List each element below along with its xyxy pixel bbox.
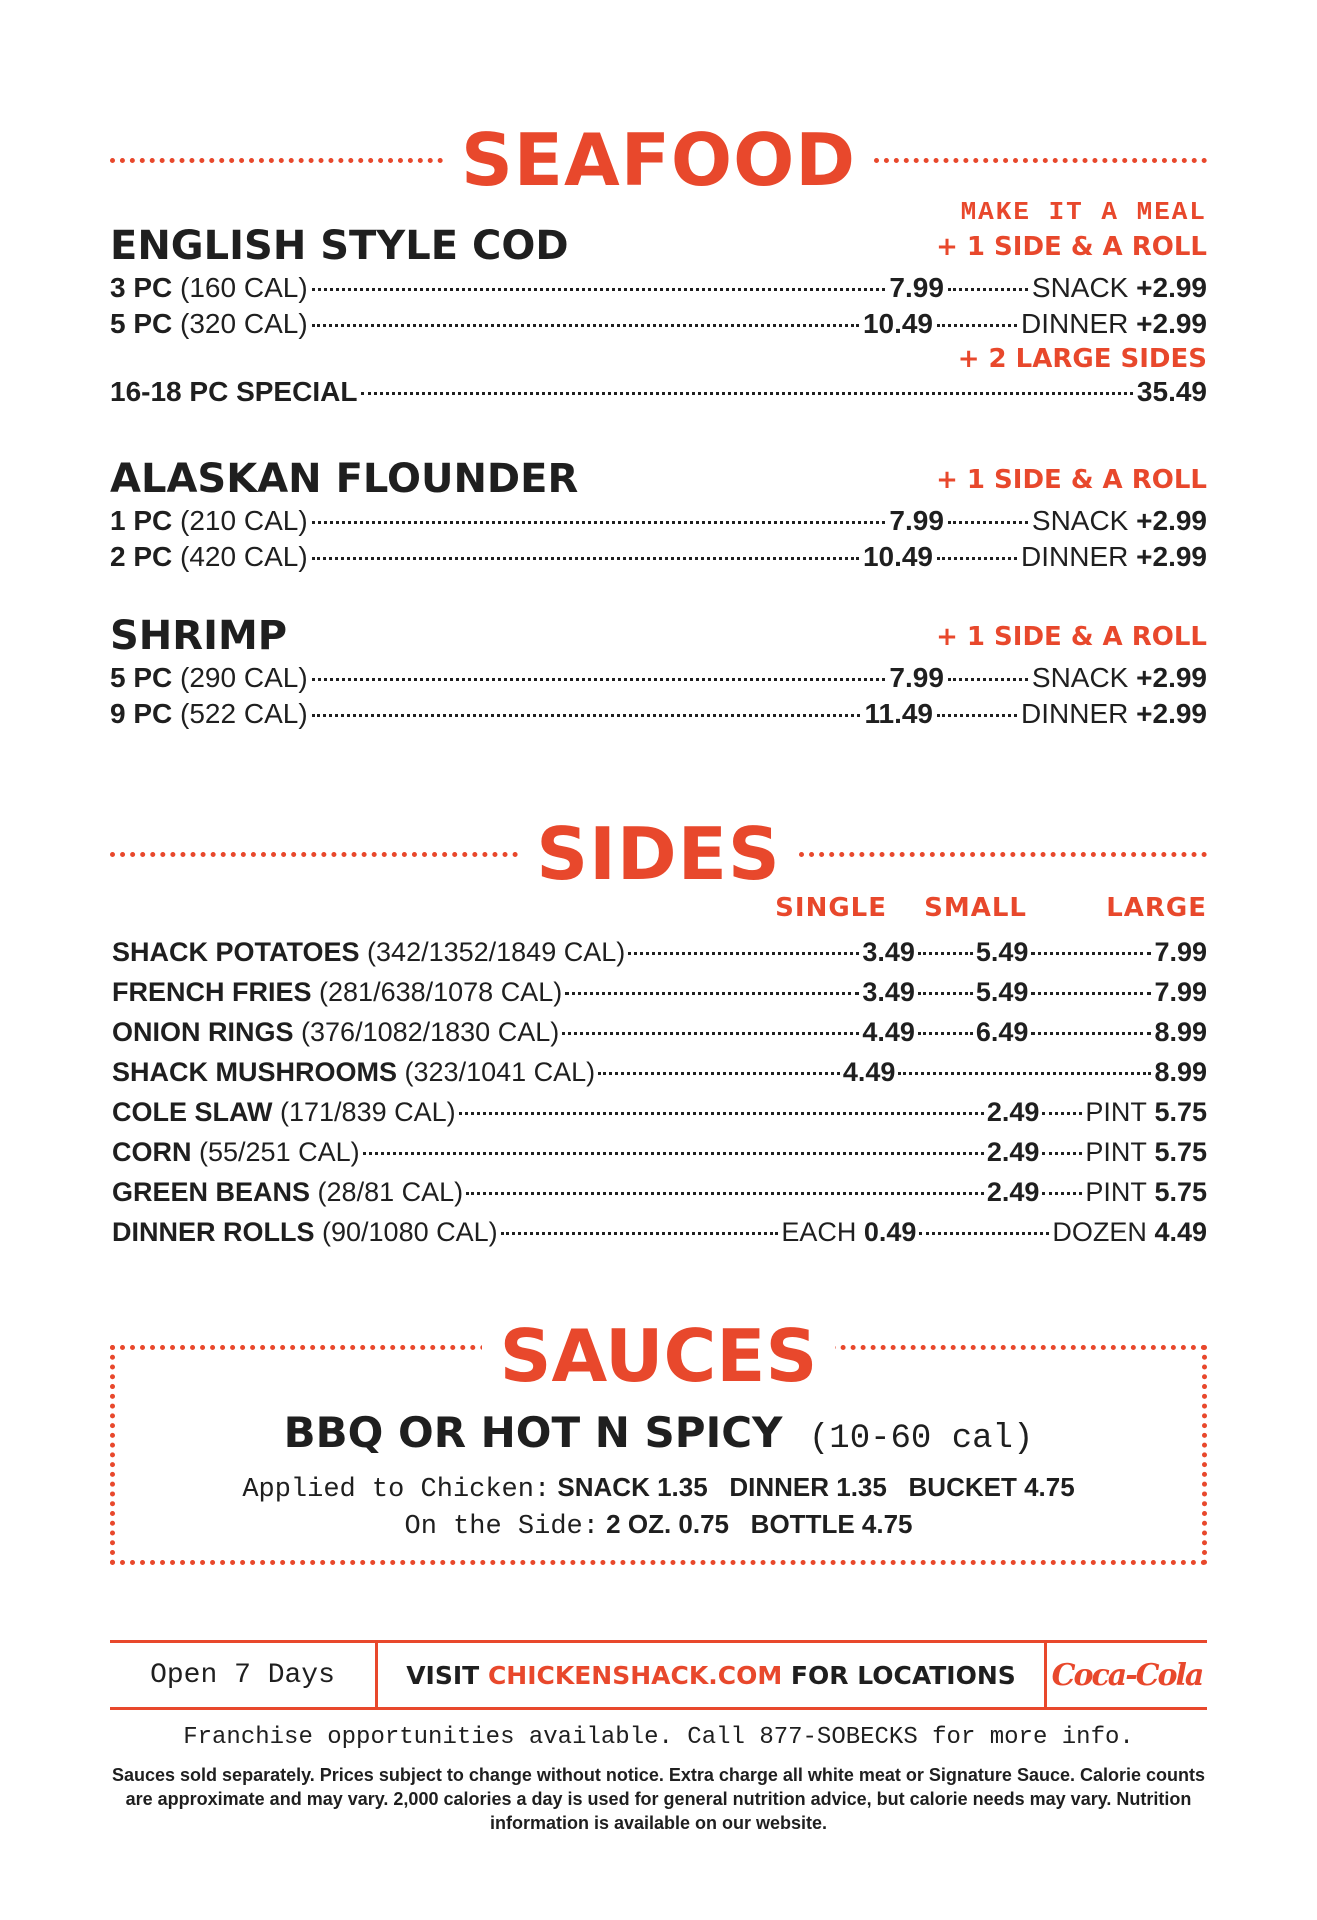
meal-label: DINNER — [1021, 541, 1129, 572]
side-name: CORN — [112, 1137, 192, 1167]
leader-dots — [501, 1232, 779, 1235]
list-item — [112, 932, 1207, 972]
leader-dots — [459, 1112, 984, 1115]
shrimp-section — [110, 612, 1207, 732]
header-dots-right — [799, 852, 1207, 857]
cod-section — [110, 222, 1207, 410]
meal-price: +2.99 — [1136, 662, 1207, 693]
sides-list — [112, 932, 1207, 1252]
meal-label: DINNER — [1021, 698, 1129, 729]
piece-count: 1 PC — [110, 505, 173, 536]
shrimp-title: SHRIMP — [110, 613, 288, 659]
single-price: 4.49 — [842, 1057, 896, 1087]
header-dots-right — [874, 158, 1207, 163]
leader-dots — [918, 1032, 973, 1035]
side-calories: (323/1041 CAL) — [404, 1057, 596, 1087]
leader-dots — [598, 1072, 840, 1075]
applied-line — [110, 1470, 1207, 1507]
menu-row — [110, 503, 1207, 539]
leader-dots — [937, 714, 1017, 717]
side-calories: (90/1080 CAL) — [322, 1217, 498, 1247]
menu-row — [110, 539, 1207, 575]
leader-dots — [312, 557, 859, 560]
each-price: 0.49 — [863, 1217, 917, 1247]
leader-dots — [312, 324, 859, 327]
leader-dots — [312, 714, 861, 717]
price: 10.49 — [862, 541, 934, 572]
price: 7.99 — [889, 662, 944, 693]
side-name: SHACK MUSHROOMS — [112, 1057, 398, 1087]
applied-label: Applied to Chicken: — [242, 1475, 551, 1505]
small-price: 5.49 — [975, 937, 1029, 967]
logo-text: Coca-Cola — [1051, 1657, 1203, 1693]
single-price: 3.49 — [862, 977, 915, 1007]
leader-dots — [312, 521, 886, 524]
dozen-price: 4.49 — [1154, 1217, 1207, 1247]
meal-price: +2.99 — [1136, 272, 1207, 303]
list-item — [112, 1012, 1207, 1052]
side-calories: (281/638/1078 CAL) — [319, 977, 563, 1007]
cod-meal-note: + 1 SIDE & A ROLL — [936, 232, 1207, 262]
list-item — [112, 972, 1207, 1012]
meal-price: +2.99 — [1136, 308, 1207, 339]
menu-row — [110, 306, 1207, 342]
price: 10.49 — [862, 308, 934, 339]
leader-dots — [1031, 992, 1151, 995]
special-price: 35.49 — [1136, 376, 1207, 407]
website-link[interactable]: CHICKENSHACK.COM — [487, 1660, 783, 1690]
side-calories: (55/251 CAL) — [199, 1137, 360, 1167]
pint-price: 5.75 — [1154, 1097, 1207, 1127]
side-name: GREEN BEANS — [112, 1177, 311, 1207]
flounder-section — [110, 455, 1207, 575]
leader-dots — [312, 678, 886, 681]
list-item — [112, 1092, 1207, 1132]
piece-count: 5 PC — [110, 662, 173, 693]
price: 7.99 — [889, 272, 944, 303]
piece-count: 2 PC — [110, 541, 173, 572]
disclaimer: Sauces sold separately. Prices subject to change without notice. Extra charge all white meat or Signature Sauce. Calorie counts are approximate and may vary. 2,000 calories a day is used for general nutrition advice, but calorie needs may vary. Nutrition information is available on our website. — [112, 1765, 1205, 1833]
calories: (420 CAL) — [180, 541, 308, 572]
small-price: 5.49 — [975, 977, 1029, 1007]
special-label: 16-18 PC SPECIAL — [110, 376, 358, 407]
flounder-meal-note: + 1 SIDE & A ROLL — [936, 465, 1207, 495]
leader-dots — [361, 392, 1133, 395]
piece-count: 3 PC — [110, 272, 173, 303]
dozen-label: DOZEN — [1052, 1217, 1147, 1247]
calories: (290 CAL) — [180, 662, 308, 693]
side-calories: (171/839 CAL) — [280, 1097, 456, 1127]
flounder-title: ALASKAN FLOUNDER — [110, 456, 579, 502]
each-label: EACH — [781, 1217, 857, 1247]
leader-dots — [937, 324, 1017, 327]
side-label: On the Side: — [404, 1512, 599, 1542]
shrimp-meal-note: + 1 SIDE & A ROLL — [936, 622, 1207, 652]
small-price: 2.49 — [986, 1097, 1040, 1127]
small-price: 6.49 — [975, 1017, 1029, 1047]
leader-dots — [363, 1152, 984, 1155]
sauce-name-line — [110, 1408, 1207, 1458]
special-row — [110, 374, 1207, 410]
leader-dots — [1031, 952, 1151, 955]
leader-dots — [937, 557, 1017, 560]
single-price: 4.49 — [862, 1017, 915, 1047]
menu-row — [110, 660, 1207, 696]
leader-dots — [898, 1072, 1151, 1075]
piece-count: 5 PC — [110, 308, 173, 339]
pint-label: PINT — [1085, 1177, 1147, 1207]
sauce-pricing — [110, 1470, 1207, 1544]
pint-label: PINT — [1085, 1137, 1147, 1167]
piece-count: 9 PC — [110, 698, 173, 729]
leader-dots — [919, 1232, 1049, 1235]
leader-dots — [312, 288, 886, 291]
applied-values: SNACK 1.35 DINNER 1.35 BUCKET 4.75 — [557, 1472, 1075, 1502]
list-item — [112, 1052, 1207, 1092]
meal-price: +2.99 — [1136, 505, 1207, 536]
side-name: SHACK POTATOES — [112, 937, 360, 967]
leader-dots — [1042, 1112, 1082, 1115]
cod-special-note: + 2 LARGE SIDES — [957, 344, 1207, 374]
visit-post: FOR LOCATIONS — [790, 1660, 1016, 1690]
meal-label: DINNER — [1021, 308, 1129, 339]
menu-row — [110, 270, 1207, 306]
visit-locations — [378, 1643, 1044, 1707]
menu-row — [110, 696, 1207, 732]
leader-dots — [948, 288, 1028, 291]
side-values: 2 OZ. 0.75 BOTTLE 4.75 — [606, 1509, 913, 1539]
sides-title: SIDES — [536, 812, 781, 896]
large-price: 8.99 — [1154, 1057, 1207, 1087]
sides-header — [110, 812, 1207, 896]
list-item — [112, 1212, 1207, 1252]
leader-dots — [1042, 1192, 1082, 1195]
leader-dots — [1031, 1032, 1151, 1035]
seafood-title: SEAFOOD — [460, 118, 857, 202]
footer-bar — [110, 1640, 1207, 1710]
leader-dots — [628, 952, 859, 955]
coca-cola-logo — [1047, 1643, 1207, 1707]
side-name: DINNER ROLLS — [112, 1217, 315, 1247]
seafood-header — [110, 118, 1207, 202]
sides-column-headers — [110, 893, 1207, 923]
visit-pre: VISIT — [406, 1660, 480, 1690]
meal-price: +2.99 — [1136, 541, 1207, 572]
header-dots-left — [110, 852, 518, 857]
leader-dots — [918, 952, 973, 955]
meal-label: SNACK — [1031, 505, 1129, 536]
col-small: SMALL — [924, 893, 1027, 923]
pint-label: PINT — [1085, 1097, 1147, 1127]
single-price: 3.49 — [862, 937, 915, 967]
side-line — [110, 1507, 1207, 1544]
cod-title: ENGLISH STYLE COD — [110, 223, 569, 269]
col-large: LARGE — [1106, 893, 1207, 923]
sauce-name: BBQ OR HOT N SPICY — [283, 1408, 783, 1457]
side-calories: (28/81 CAL) — [317, 1177, 464, 1207]
col-single: SINGLE — [775, 893, 887, 923]
meal-label: SNACK — [1031, 272, 1129, 303]
leader-dots — [562, 1032, 859, 1035]
header-dots-left — [110, 158, 443, 163]
price: 11.49 — [864, 698, 934, 729]
side-name: COLE SLAW — [112, 1097, 273, 1127]
large-price: 8.99 — [1154, 1017, 1207, 1047]
leader-dots — [948, 521, 1028, 524]
leader-dots — [948, 678, 1028, 681]
pint-price: 5.75 — [1154, 1177, 1207, 1207]
leader-dots — [565, 992, 859, 995]
small-price: 2.49 — [986, 1137, 1040, 1167]
calories: (160 CAL) — [180, 272, 308, 303]
leader-dots — [466, 1192, 984, 1195]
side-name: FRENCH FRIES — [112, 977, 312, 1007]
sauces-title: SAUCES — [482, 1318, 836, 1394]
large-price: 7.99 — [1154, 977, 1207, 1007]
list-item — [112, 1132, 1207, 1172]
sauces-header — [110, 1314, 1207, 1398]
meal-label: SNACK — [1031, 662, 1129, 693]
large-price: 7.99 — [1154, 937, 1207, 967]
list-item — [112, 1172, 1207, 1212]
calories: (522 CAL) — [180, 698, 308, 729]
side-calories: (376/1082/1830 CAL) — [301, 1017, 560, 1047]
meal-price: +2.99 — [1136, 698, 1207, 729]
franchise-note: Franchise opportunities available. Call 877-SOBECKS for more info. — [183, 1724, 1134, 1751]
calories: (320 CAL) — [180, 308, 308, 339]
price: 7.99 — [889, 505, 944, 536]
sauce-calories: (10-60 cal) — [808, 1420, 1034, 1458]
side-calories: (342/1352/1849 CAL) — [367, 937, 626, 967]
side-name: ONION RINGS — [112, 1017, 294, 1047]
pint-price: 5.75 — [1154, 1137, 1207, 1167]
calories: (210 CAL) — [180, 505, 308, 536]
small-price: 2.49 — [986, 1177, 1040, 1207]
open-days: Open 7 Days — [150, 1659, 335, 1691]
leader-dots — [1042, 1152, 1082, 1155]
make-it-a-meal-label: MAKE IT A MEAL — [960, 197, 1207, 227]
leader-dots — [918, 992, 973, 995]
